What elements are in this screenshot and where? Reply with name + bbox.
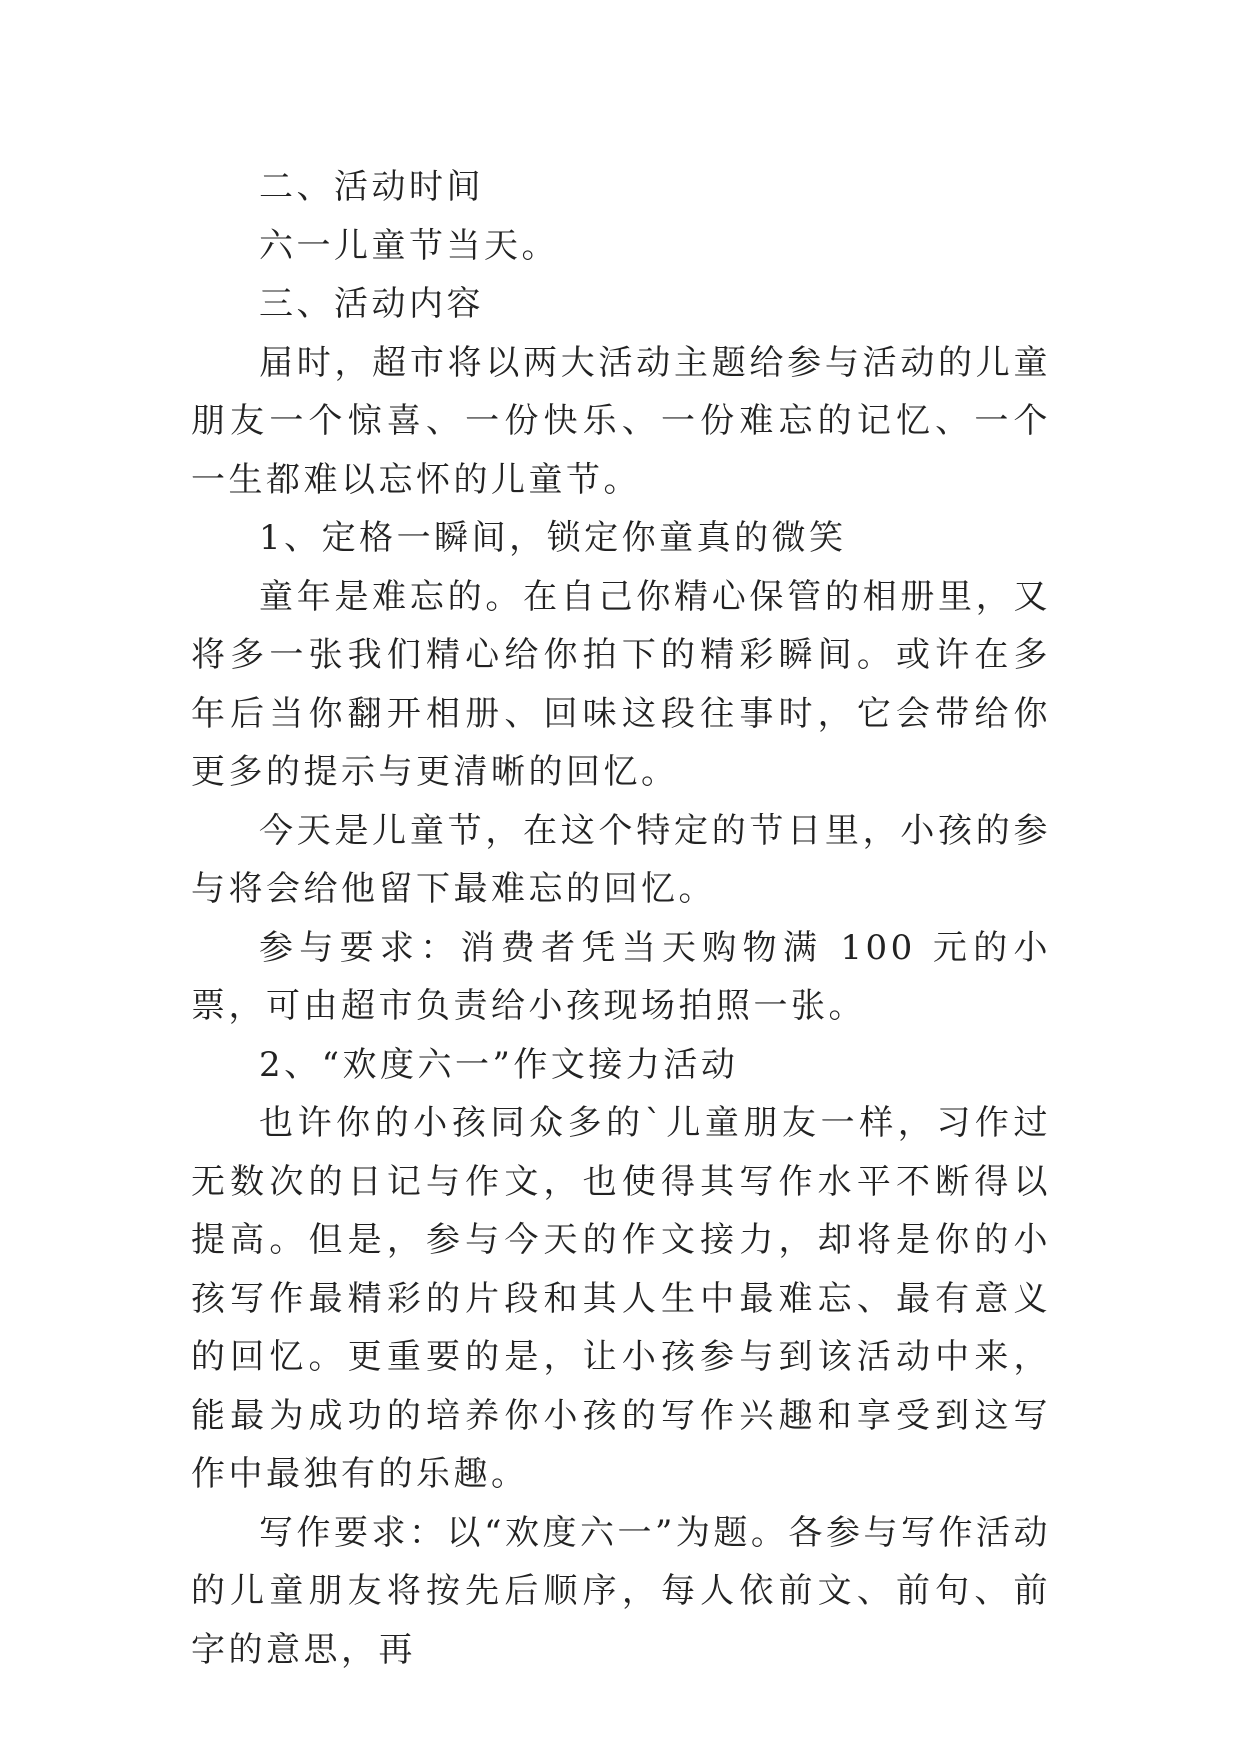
paragraph-photo-1: 童年是难忘的。在自己你精心保管的相册里，又将多一张我们精心给你拍下的精彩瞬间。或许在多年后当你翻开相册、回味这段往事时，它会带给你更多的提示与更清晰的回忆。 (191, 576, 1051, 792)
subheading-essay: 2、“欢度六一”作文接力活动 (259, 1044, 739, 1085)
section-heading-content: 三、活动内容 (259, 284, 484, 324)
paragraph-intro: 届时，超市将以两大活动主题给参与活动的儿童朋友一个惊喜、一份快乐、一份难忘的记忆、一个一生都难以忘怀的儿童节。 (191, 342, 1051, 500)
paragraph-essay-1: 也许你的小孩同众多的`儿童朋友一样，习作过无数次的日记与作文，也使得其写作水平不断得以提高。但是，参与今天的作文接力，却将是你的小孩写作最精彩的片段和其人生中最难忘、最有意义的回忆。更重要的是，让小孩参与到该活动中来，能最为成功的培养你小孩的写作兴趣和享受到这写作中最独有的乐趣。 (191, 1103, 1051, 1494)
paragraph-essay-requirement: 写作要求：以“欢度六一”为题。各参与写作活动的儿童朋友将按先后顺序，每人依前文、前句、前字的意思，再 (191, 1512, 1051, 1670)
paragraph-photo-2: 今天是儿童节，在这个特定的节日里，小孩的参与将会给他留下最难忘的回忆。 (191, 810, 1051, 909)
paragraph-time: 六一儿童节当天。 (259, 225, 559, 266)
document-body (191, 158, 1051, 1679)
section-heading-time: 二、活动时间 (259, 167, 484, 207)
paragraph-photo-requirement: 参与要求：消费者凭当天购物满 100 元的小票，可由超市负责给小孩现场拍照一张。 (191, 927, 1051, 1026)
subheading-photo: 1、定格一瞬间，锁定你童真的微笑 (259, 518, 847, 558)
